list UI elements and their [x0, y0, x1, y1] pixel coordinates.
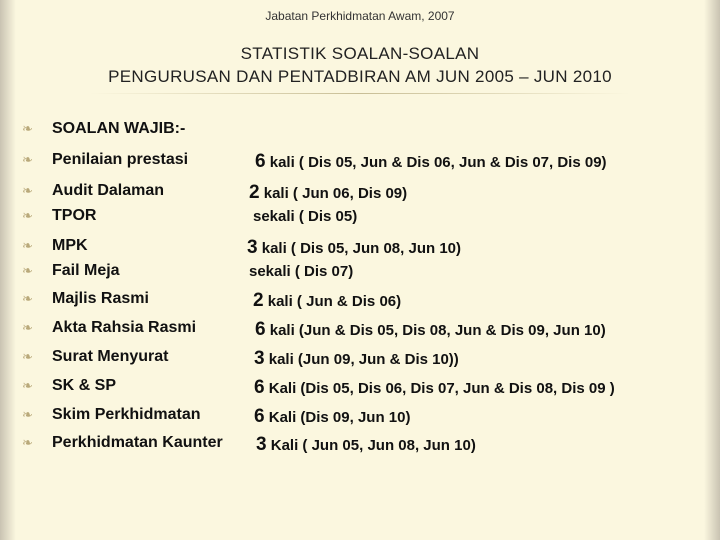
item-label: SK & SP: [52, 377, 117, 394]
item-value: [255, 319, 606, 341]
curly-bullet-icon: ❧: [22, 349, 33, 364]
curly-bullet-icon: ❧: [22, 320, 33, 335]
curly-bullet-icon: ❧: [22, 407, 33, 422]
item-count: 2: [253, 290, 264, 311]
item-detail: kali ( Jun & Dis 06): [263, 293, 402, 310]
item-value: [254, 348, 459, 370]
item-label: Majlis Rasmi: [52, 290, 149, 307]
curly-bullet-icon: ❧: [22, 263, 33, 278]
item-label: Audit Dalaman: [52, 182, 165, 199]
item-count: 6: [255, 151, 266, 172]
item-label: MPK: [52, 237, 88, 254]
curly-bullet-icon: ❧: [22, 435, 33, 450]
item-value: [249, 182, 407, 204]
item-detail: kali (Jun & Dis 05, Dis 08, Jun & Dis 09, Jun 10): [265, 322, 606, 339]
item-label: Skim Perkhidmatan: [52, 406, 201, 423]
item-value: [254, 406, 410, 428]
item-value: [253, 208, 357, 226]
title-divider: [90, 93, 630, 94]
item-count: 6: [254, 406, 265, 427]
curly-bullet-icon: ❧: [22, 208, 33, 223]
item-value: [249, 263, 353, 281]
item-detail: kali ( Dis 05, Jun 08, Jun 10): [257, 240, 461, 257]
item-detail: Kali (Dis 05, Dis 06, Dis 07, Jun & Dis 08, Dis 09 ): [264, 380, 615, 397]
item-count: 6: [255, 319, 266, 340]
item-label: Perkhidmatan Kaunter: [52, 434, 223, 451]
curly-bullet-icon: ❧: [22, 291, 33, 306]
title-line-1: STATISTIK SOALAN-SOALAN: [240, 44, 480, 63]
item-count: 3: [247, 237, 258, 258]
item-count: 3: [256, 434, 267, 455]
slide-title: [0, 42, 720, 88]
item-label: Surat Menyurat: [52, 348, 169, 365]
item-value: [253, 290, 401, 312]
item-value: [256, 434, 476, 456]
item-count: 3: [254, 348, 265, 369]
item-label: Fail Meja: [52, 262, 120, 279]
item-count: 6: [254, 377, 265, 398]
item-value: [254, 377, 615, 399]
item-detail: sekali ( Dis 05): [253, 208, 358, 225]
item-label: Penilaian prestasi: [52, 151, 189, 168]
curly-bullet-icon: ❧: [22, 183, 33, 198]
item-detail: sekali ( Dis 07): [249, 263, 354, 280]
item-detail: Kali (Dis 09, Jun 10): [264, 409, 411, 426]
slide-header: Jabatan Perkhidmatan Awam, 2007: [265, 9, 455, 23]
item-label: Akta Rahsia Rasmi: [52, 319, 197, 336]
item-detail: kali ( Dis 05, Jun & Dis 06, Jun & Dis 07, Dis 09): [265, 154, 607, 171]
curly-bullet-icon: ❧: [22, 121, 33, 136]
item-detail: kali ( Jun 06, Dis 09): [259, 185, 408, 202]
item-label: SOALAN WAJIB:-: [52, 120, 186, 137]
title-line-2: PENGURUSAN DAN PENTADBIRAN AM JUN 2005 – JUN 2010: [108, 67, 612, 86]
curly-bullet-icon: ❧: [22, 378, 33, 393]
item-detail: Kali ( Jun 05, Jun 08, Jun 10): [266, 437, 476, 454]
item-label: TPOR: [52, 207, 97, 224]
item-value: [255, 151, 607, 173]
curly-bullet-icon: ❧: [22, 152, 33, 167]
item-value: [247, 237, 461, 259]
item-detail: kali (Jun 09, Jun & Dis 10)): [264, 351, 459, 368]
item-count: 2: [249, 182, 260, 203]
curly-bullet-icon: ❧: [22, 238, 33, 253]
